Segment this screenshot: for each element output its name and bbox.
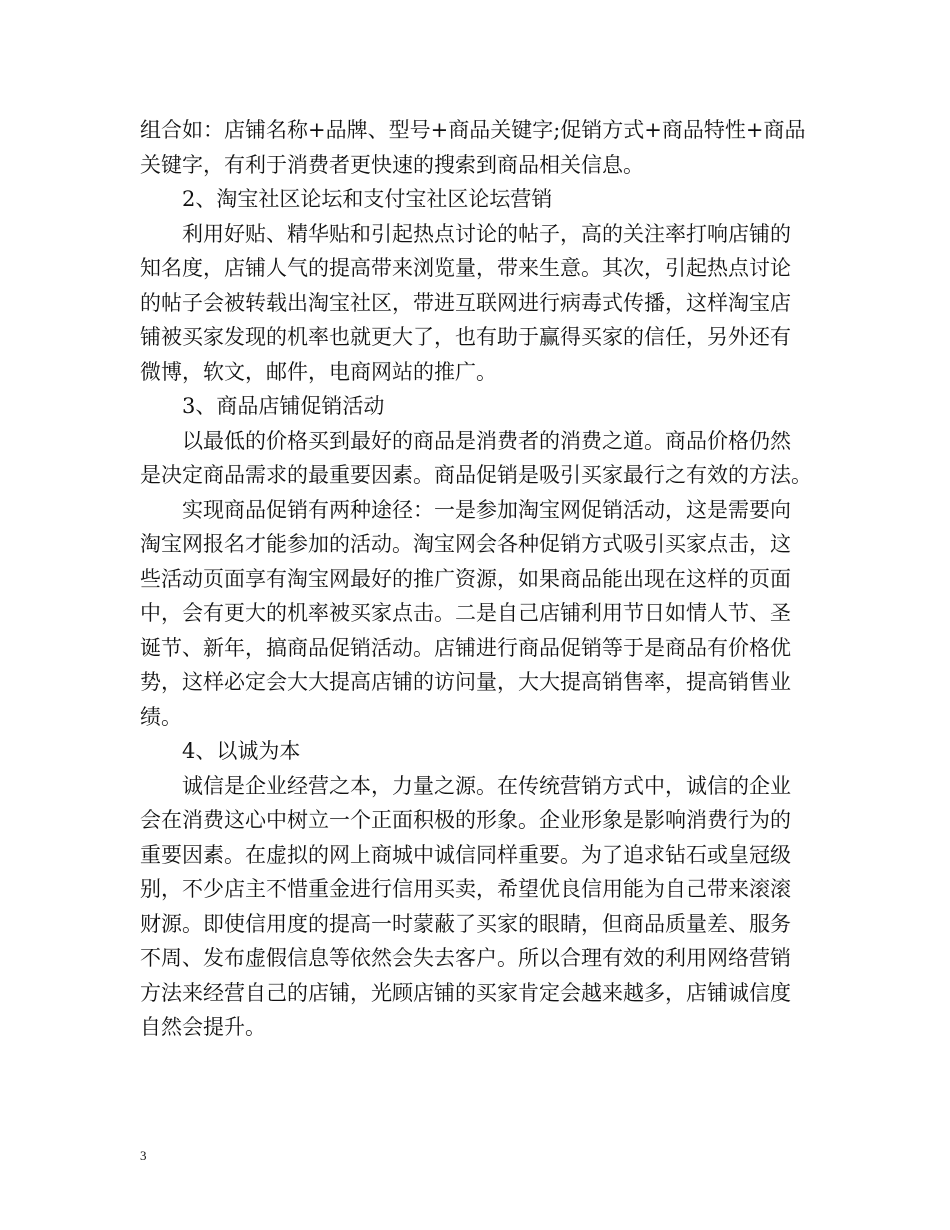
body-text-line: 势，这样必定会大大提高店铺的访问量，大大提高销售率，提高销售业 xyxy=(140,670,791,694)
body-text-line: 的帖子会被转载出淘宝社区，带进互联网进行病毒式传播，这样淘宝店 xyxy=(140,290,791,315)
body-text-line: 铺被买家发现的机率也就更大了，也有助于赢得买家的信任，另外还有 xyxy=(140,325,791,349)
body-text-line: 淘宝网报名才能参加的活动。淘宝网会各种促销方式吸引买家点击，这 xyxy=(140,532,791,556)
document-body xyxy=(140,113,820,1045)
body-text-line: 财源。即使信用度的提高一时蒙蔽了买家的眼睛，但商品质量差、服务 xyxy=(140,911,791,936)
body-text-line: 诞节、新年，搞商品促销活动。店铺进行商品促销等于是商品有价格优 xyxy=(140,635,791,660)
body-text-line: 中，会有更大的机率被买家点击。二是自己店铺利用节日如情人节、圣 xyxy=(140,601,791,625)
body-text-line: 是决定商品需求的最重要因素。商品促销是吸引买家最行之有效的方法。 xyxy=(140,463,812,487)
paragraph-first-line: 以最低的价格买到最好的商品是消费者的消费之道。商品价格仍然 xyxy=(182,428,791,453)
body-text-line: 会在消费这心中树立一个正面积极的形象。企业形象是影响消费行为的 xyxy=(140,808,791,832)
body-text-line: 些活动页面享有淘宝网最好的推广资源，如果商品能出现在这样的页面 xyxy=(140,566,791,591)
section-heading-promotion: 3、商品店铺促销活动 xyxy=(182,394,385,418)
body-text-line: 方法来经营自己的店铺，光顾店铺的买家肯定会越来越多，店铺诚信度 xyxy=(140,980,791,1005)
body-text-line: 组合如：店铺名称+品牌、型号+商品关键字;促销方式+商品特性+商品 xyxy=(140,118,806,142)
body-text-line: 微博，软文，邮件，电商网站的推广。 xyxy=(140,359,497,384)
body-text-line: 别，不少店主不惜重金进行信用买卖，希望优良信用能为自己带来滚滚 xyxy=(140,877,791,901)
paragraph-first-line: 利用好贴、精华贴和引起热点讨论的帖子，高的关注率打响店铺的 xyxy=(182,221,791,246)
body-text-line: 自然会提升。 xyxy=(140,1015,266,1039)
body-text-line: 不周、发布虚假信息等依然会失去客户。所以合理有效的利用网络营销 xyxy=(140,946,791,970)
body-text-line: 绩。 xyxy=(140,704,182,729)
paragraph-first-line: 诚信是企业经营之本，力量之源。在传统营销方式中，诚信的企业 xyxy=(182,773,791,798)
section-heading-forum-marketing: 2、淘宝社区论坛和支付宝社区论坛营销 xyxy=(182,187,553,211)
section-heading-integrity: 4、以诚为本 xyxy=(182,739,301,763)
paragraph-first-line: 实现商品促销有两种途径：一是参加淘宝网促销活动，这是需要向 xyxy=(182,497,791,522)
body-text-line: 关键字，有利于消费者更快速的搜索到商品相关信息。 xyxy=(140,152,644,177)
page-number: 3 xyxy=(140,1148,147,1163)
body-text-line: 重要因素。在虚拟的网上商城中诚信同样重要。为了追求钻石或皇冠级 xyxy=(140,842,791,867)
body-text-line: 知名度，店铺人气的提高带来浏览量，带来生意。其次，引起热点讨论 xyxy=(140,256,791,280)
